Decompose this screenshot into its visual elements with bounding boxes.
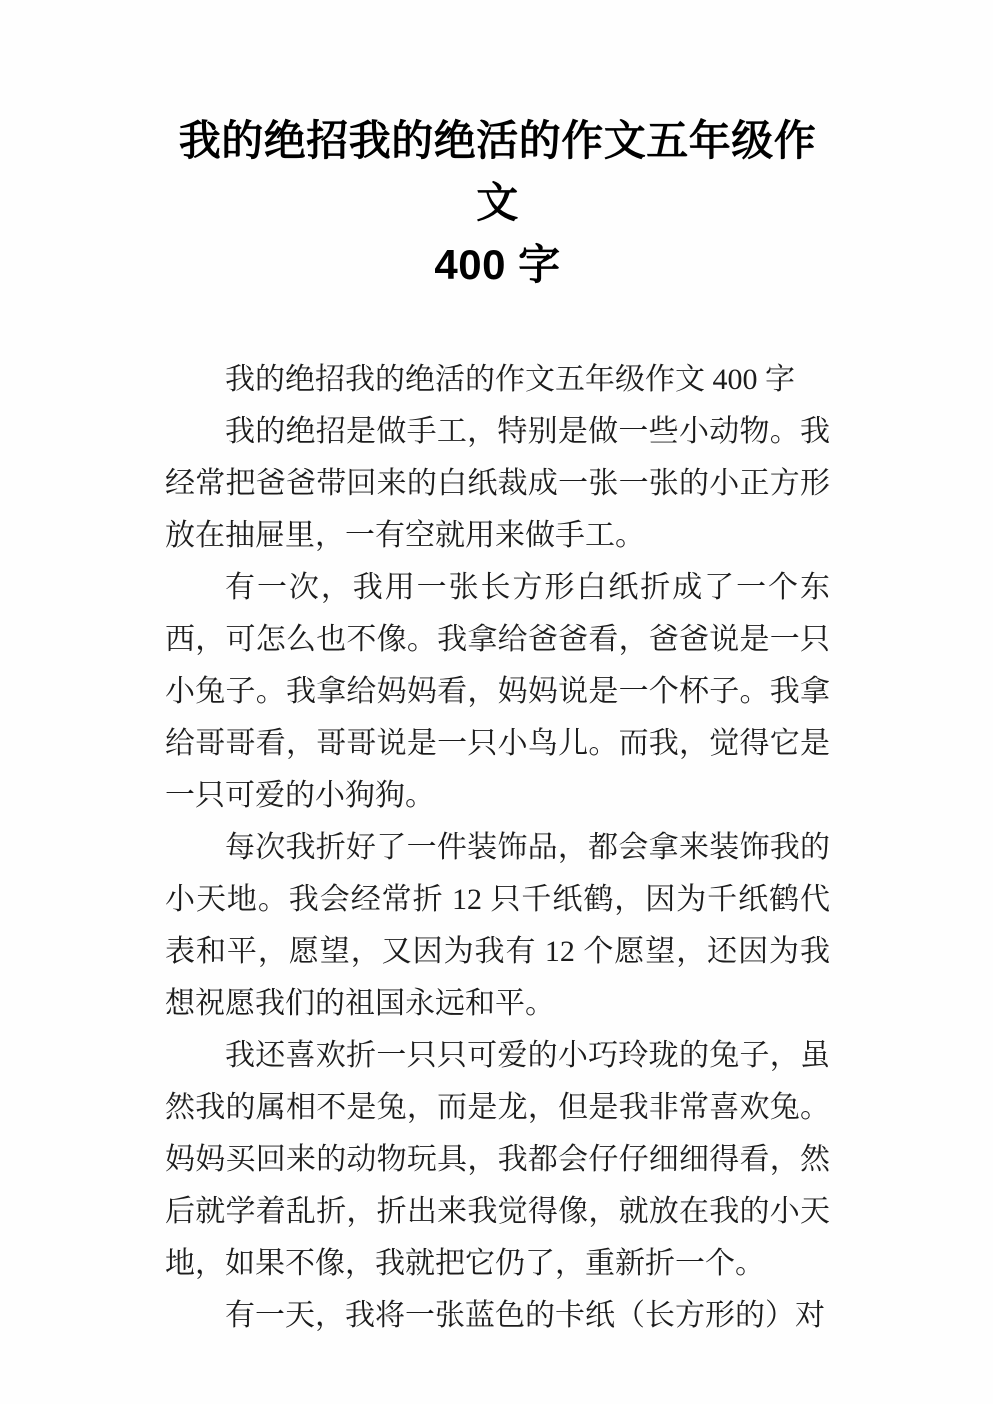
paragraph: 我的绝招是做手工，特别是做一些小动物。我经常把爸爸带回来的白纸裁成一张一张的小正方形放在抽屉里，一有空就用来做手工。 [165,415,830,552]
document-title [165,110,830,296]
paragraph: 我还喜欢折一只只可爱的小巧玲珑的兔子，虽然我的属相不是兔，而是龙，但是我非常喜欢兔。妈妈买回来的动物玩具，我都会仔仔细细得看，然后就学着乱折，折出来我觉得像，就放在我的小天地，如果不像，我就把它仍了，重新折一个。 [165,1039,830,1280]
paragraph: 有一次，我用一张长方形白纸折成了一个东西，可怎么也不像。我拿给爸爸看，爸爸说是一只小兔子。我拿给妈妈看，妈妈说是一个杯子。我拿给哥哥看，哥哥说是一只小鸟儿。而我，觉得它是一只可爱的小狗狗。 [165,571,830,812]
document-title-line1: 我的绝招我的绝活的作文五年级作文 [178,117,817,226]
paragraph: 有一天，我将一张蓝色的卡纸（长方形的）对 [225,1299,825,1332]
paragraph: 每次我折好了一件装饰品，都会拿来装饰我的小天地。我会经常折 12 只千纸鹤，因为千纸鹤代表和平，愿望，又因为我有 12 个愿望，还因为我想祝愿我们的祖国永远和平。 [165,831,830,1020]
paragraph: 我的绝招我的绝活的作文五年级作文 400 字 [225,363,795,396]
document-body [165,354,830,1342]
document-title-line2: 400 字 [434,241,561,288]
